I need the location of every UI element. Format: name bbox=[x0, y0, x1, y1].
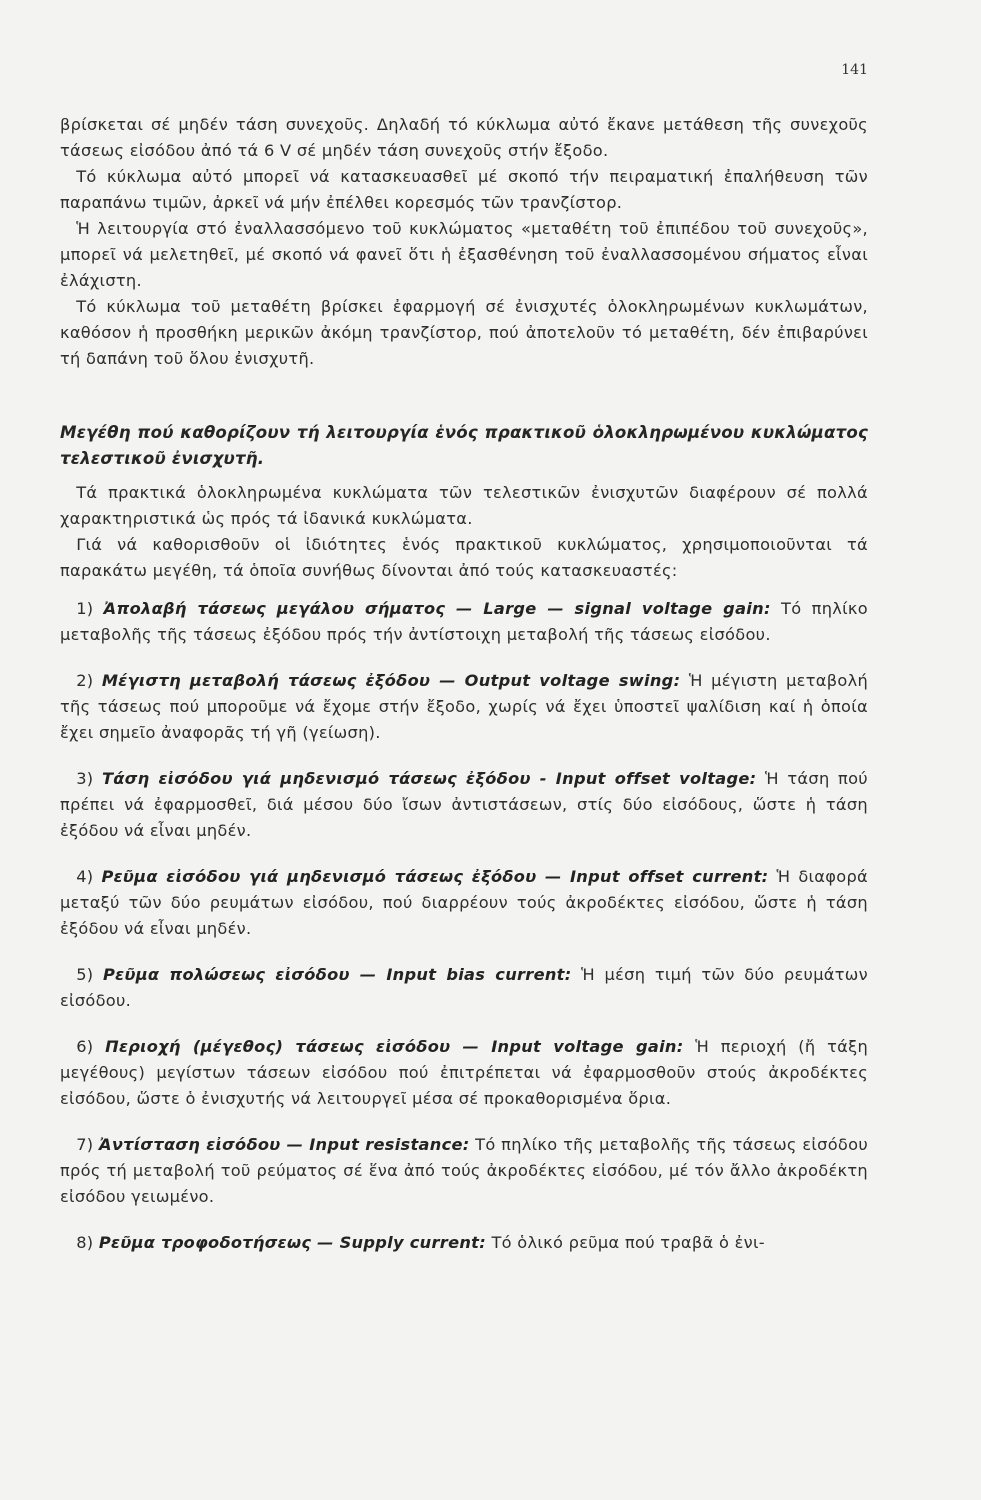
item-number: 1) bbox=[76, 599, 94, 618]
item-term: Τάση εἰσόδου γιά μηδενισμό τάσεως ἐξόδου - Input offset voltage: bbox=[101, 769, 757, 788]
list-item bbox=[60, 1230, 868, 1256]
intro-paragraph-4: Τό κύκλωμα τοῦ μεταθέτη βρίσκει ἐφαρμογή σέ ἐνισχυτές ὁλοκληρωμένων κυκλωμάτων, καθόσον ἡ προσθήκη μερικῶν ἀκόμη τρανζίστορ, πού ἀποτελοῦν τό μεταθέτη, δέν ἐπιβαρύνει τή δαπάνη τοῦ ὅλου ἐνισχυτῆ. bbox=[60, 297, 868, 368]
list-item bbox=[60, 962, 868, 1014]
item-term: Ἀντίσταση εἰσόδου — Input resistance: bbox=[99, 1135, 470, 1154]
item-number: 5) bbox=[76, 965, 94, 984]
list-item bbox=[60, 864, 868, 942]
item-number: 6) bbox=[76, 1037, 94, 1056]
list-item bbox=[60, 1132, 868, 1210]
item-definition: Ἡ τάση πού πρέπει νά ἐφαρμοσθεῖ, διά μέσου δύο ἴσων ἀντιστάσεων, στίς δύο εἰσόδους, ὥστε ἡ τάση ἐξόδου νά εἶναι μηδέν. bbox=[60, 769, 868, 840]
section-paragraph-1: Τά πρακτικά ὁλοκληρωμένα κυκλώματα τῶν τελεστικῶν ἐνισχυτῶν διαφέρουν σέ πολλά χαρακτηριστικά ὡς πρός τά ἰδανικά κυκλώματα. bbox=[60, 483, 868, 528]
item-term: Ἀπολαβή τάσεως μεγάλου σήματος — Large — signal voltage gain: bbox=[103, 599, 771, 618]
item-definition: Ἡ μέση τιμή τῶν δύο ρευμάτων εἰσόδου. bbox=[60, 965, 869, 1010]
item-definition: Ἡ μέγιστη μεταβολή τῆς τάσεως πού μποροῦμε νά ἔχομε στήν ἔξοδο, χωρίς νά ἔχει ὑποστεῖ ψαλίδιση καί ἡ ὁποία ἔχει σημεῖο ἀναφορᾶς τή γῆ (γείωση). bbox=[60, 671, 869, 742]
intro-paragraph-1: βρίσκεται σέ μηδέν τάση συνεχοῦς. Δηλαδή τό κύκλωμα αὐτό ἔκανε μετάθεση τῆς συνεχοῦς τάσεως εἰσόδου ἀπό τά 6 V σέ μηδέν τάση συνεχοῦς στήν ἔξοδο. bbox=[60, 115, 868, 160]
item-term: Ρεῦμα τροφοδοτήσεως — Supply current: bbox=[98, 1233, 486, 1252]
page-number: 141 bbox=[841, 62, 868, 78]
item-term: Ρεῦμα πολώσεως εἰσόδου — Input bias current: bbox=[103, 965, 572, 984]
section-paragraph-2: Γιά νά καθορισθοῦν οἱ ἰδιότητες ἑνός πρακτικοῦ κυκλώματος, χρησιμοποιοῦνται τά παρακάτω μεγέθη, τά ὁποῖα συνήθως δίνονται ἀπό τούς κατασκευαστές: bbox=[60, 535, 868, 580]
item-number: 2) bbox=[76, 671, 94, 690]
intro-paragraph-3: Ἡ λειτουργία στό ἐναλλασσόμενο τοῦ κυκλώματος «μεταθέτη τοῦ ἐπιπέδου τοῦ συνεχοῦς», μπορεῖ νά μελετηθεῖ, μέ σκοπό νά φανεῖ ὅτι ἡ ἐξασθένηση τοῦ ἐναλλασσομένου σήματος εἶναι ἐλάχιστη. bbox=[60, 219, 868, 290]
item-number: 7) bbox=[76, 1135, 94, 1154]
item-term: Μέγιστη μεταβολή τάσεως ἐξόδου — Output voltage swing: bbox=[101, 671, 681, 690]
item-term: Περιοχή (μέγεθος) τάσεως εἰσόδου — Input voltage gain: bbox=[105, 1037, 684, 1056]
item-definition: Τό πηλίκο μεταβολῆς τῆς τάσεως ἐξόδου πρός τήν ἀντίστοιχη μεταβολή τῆς τάσεως εἰσόδου. bbox=[60, 599, 868, 644]
item-definition: Ἡ περιοχή (ἤ τάξη μεγέθους) μεγίστων τάσεων εἰσόδου πού ἐπιτρέπεται νά ἐφαρμοσθοῦν στούς ἀκροδέκτες εἰσόδου, ὥστε ὁ ἐνισχυτής νά λειτουργεῖ μέσα σέ προκαθορισμένα ὅρια. bbox=[60, 1037, 869, 1108]
item-number: 4) bbox=[76, 867, 94, 886]
item-definition: Τό ὁλικό ρεῦμα πού τραβᾶ ὁ ἐνι- bbox=[491, 1233, 765, 1252]
item-term: Ρεῦμα εἰσόδου γιά μηδενισμό τάσεως ἐξόδου — Input offset current: bbox=[101, 867, 769, 886]
section-heading: Μεγέθη πού καθορίζουν τή λειτουργία ἑνός πρακτικοῦ ὁλοκληρωμένου κυκλώματος τελεστικοῦ ἐνισχυτῆ. bbox=[60, 423, 868, 468]
item-number: 8) bbox=[76, 1233, 94, 1252]
item-definition: Τό πηλίκο τῆς μεταβολῆς τῆς τάσεως εἰσόδου πρός τή μεταβολή τοῦ ρεύματος σέ ἕνα ἀπό τούς ἀκροδέκτες εἰσόδου, μέ τόν ἄλλο ἀκροδέκτη εἰσόδου γειωμένο. bbox=[60, 1135, 869, 1206]
list-item bbox=[60, 596, 868, 648]
list-item bbox=[60, 766, 868, 844]
intro-paragraph-2: Τό κύκλωμα αὐτό μπορεῖ νά κατασκευασθεῖ μέ σκοπό τήν πειραματική ἐπαλήθευση τῶν παραπάνω τιμῶν, ἀρκεῖ νά μήν ἐπέλθει κορεσμός τῶν τρανζίστορ. bbox=[60, 167, 868, 212]
list-item bbox=[60, 1034, 868, 1112]
list-item bbox=[60, 668, 868, 746]
item-definition: Ἡ διαφορά μεταξύ τῶν δύο ρευμάτων εἰσόδου, πού διαρρέουν τούς ἀκροδέκτες εἰσόδου, ὥστε ἡ τάση ἐξόδου νά εἶναι μηδέν. bbox=[60, 867, 868, 938]
item-number: 3) bbox=[76, 769, 94, 788]
page-body bbox=[60, 112, 868, 1256]
